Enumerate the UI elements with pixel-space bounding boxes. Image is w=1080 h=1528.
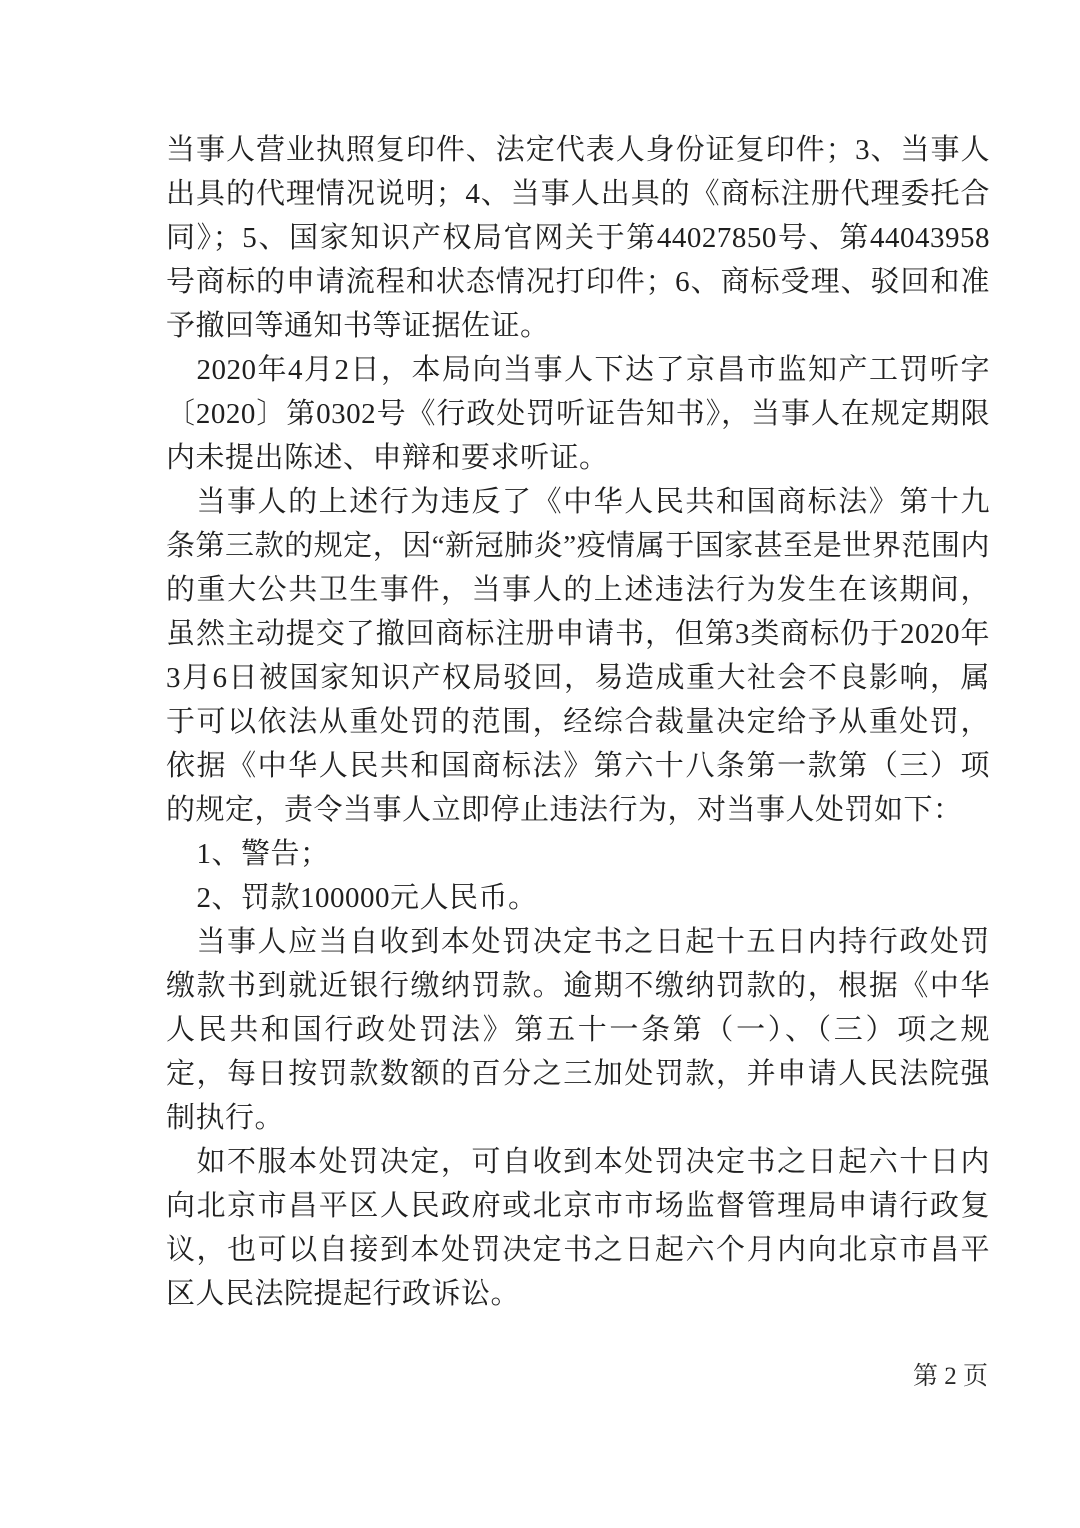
document-body — [166, 128, 990, 1316]
paragraph-hearing-notice: 2020年4月2日，本局向当事人下达了京昌市监知产工罚听字〔2020〕第0302号《行政处罚听证告知书》，当事人在规定期限内未提出陈述、申辩和要求听证。 — [166, 354, 990, 474]
paragraph-violation-findings: 当事人的上述行为违反了《中华人民共和国商标法》第十九条第三款的规定，因“新冠肺炎”疫情属于国家甚至是世界范围内的重大公共卫生事件，当事人的上述违法行为发生在该期间，虽然主动提交了撤回商标注册申请书，但第3类商标仍于2020年3月6日被国家知识产权局驳回，易造成重大社会不良影响，属于可以依法从重处罚的范围，经综合裁量决定给予从重处罚，依据《中华人民共和国商标法》第六十八条第一款第（三）项的规定，责令当事人立即停止违法行为，对当事人处罚如下： — [166, 486, 990, 826]
penalty-item-fine: 2、罚款100000元人民币。 — [196, 882, 538, 914]
paragraph-appeal-rights: 如不服本处罚决定，可自收到本处罚决定书之日起六十日内向北京市昌平区人民政府或北京市市场监督管理局申请行政复议，也可以自接到本处罚决定书之日起六个月内向北京市昌平区人民法院提起行政诉讼。 — [166, 1146, 990, 1310]
page-number: 第 2 页 — [912, 1363, 988, 1390]
paragraph-payment-instructions: 当事人应当自收到本处罚决定书之日起十五日内持行政处罚缴款书到就近银行缴纳罚款。逾期不缴纳罚款的，根据《中华人民共和国行政处罚法》第五十一条第（一）、（三）项之规定，每日按罚款数额的百分之三加处罚款，并申请人民法院强制执行。 — [166, 926, 990, 1134]
penalty-item-warning: 1、警告； — [196, 838, 330, 870]
paragraph-evidence-continuation: 当事人营业执照复印件、法定代表人身份证复印件；3、当事人出具的代理情况说明；4、当事人出具的《商标注册代理委托合同》；5、国家知识产权局官网关于第44027850号、第44043958号商标的申请流程和状态情况打印件；6、商标受理、驳回和准予撤回等通知书等证据佐证。 — [166, 134, 990, 342]
